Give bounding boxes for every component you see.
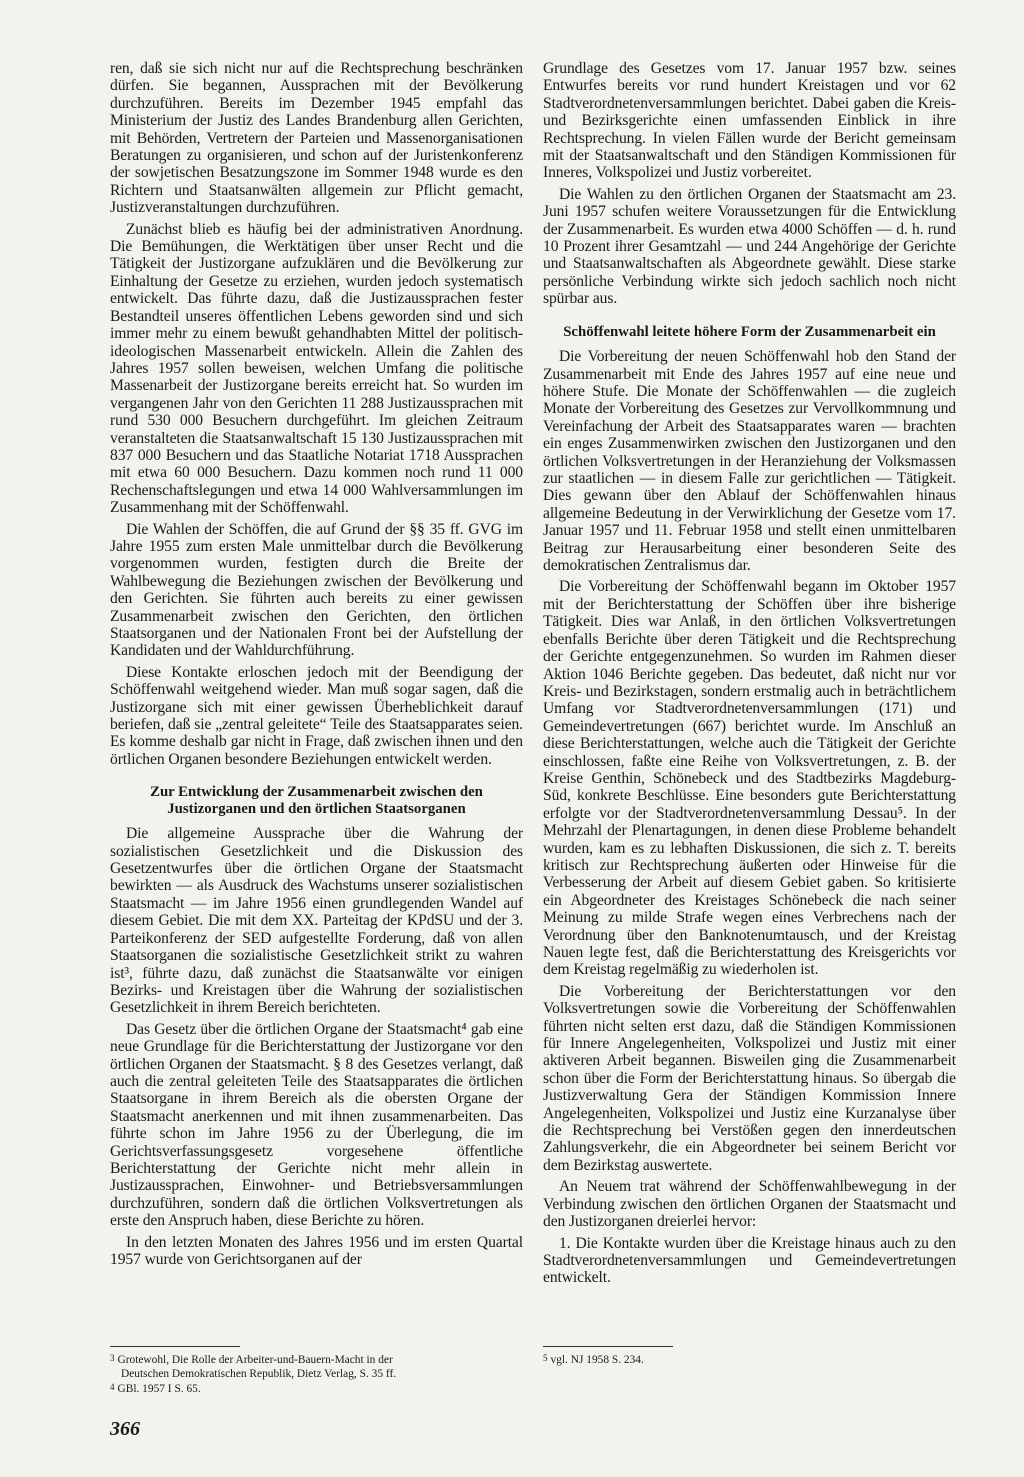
paragraph: Die Wahlen der Schöffen, die auf Grund der §§ 35 ff. GVG im Jahre 1955 zum ersten Male unmittelbar durch die Bevölkerung vorgenommen wurden, festigten durch die Breite der Wahlbewegung die Beziehungen zwischen der Bevölkerung und den Gerichten. Sie führten auch bereits zu einer gewissen Zusammenarbeit zwischen den Gerichten, den örtlichen Staatsorganen und der Nationalen Front bei der Aufstellung der Kandidaten und der Wahldurchführung.: [110, 520, 523, 660]
right-column: [543, 60, 956, 1287]
footnote-number: 4: [110, 1382, 115, 1392]
paragraph: ren, daß sie sich nicht nur auf die Rechtsprechung beschränken dürfen. Sie begannen, Aussprachen mit der Bevölkerung durchzuführen. Bereits im Dezember 1945 empfahl das Ministerium der Justiz des Landes Brandenburg allen Gerichten, mit Behörden, Vertretern der Parteien und Massenorganisationen Beratungen zu organisieren, und schon auf der Juristenkonferenz der sowjetischen Besatzungszone im Sommer 1948 wurde es den Richtern und Staatsanwälten allgemein zur Pflicht gemacht, Justizveranstaltungen durchzuführen.: [110, 60, 523, 217]
section-heading: Zur Entwicklung der Zusammenarbeit zwischen den Justizorganen und den örtlichen Staatsorganen: [150, 784, 483, 817]
paragraph: Die Vorbereitung der Schöffenwahl begann im Oktober 1957 mit der Berichterstattung der Schöffen über ihre bisherige Tätigkeit. Dies war Anlaß, in den örtlichen Volksvertretungen ebenfalls Berichte über deren Tätigkeit und die Rechtsprechung der Gerichte entgegenzunehmen. So wurden im Rahmen dieser Aktion 1046 Berichte gegeben. Das bedeutet, daß nicht nur vor Kreis- und Bezirkstagen, sondern erstmalig auch in beträchtlichem Umfang vor Stadtverordnetenversammlungen (171) und Gemeindevertretungen (667) berichtet wurde. Im Anschluß an diese Berichterstattungen, welche auch die Tätigkeit der Gerichte einschlossen, faßte eine Reihe von Volksvertretungen, z. B. der Kreise Genthin, Schönebeck und des Stadtbezirks Magdeburg-Süd, konkrete Beschlüsse. Eine besonders gute Berichterstattung erfolgte vor der Stadtverordnetenversammlung Dessau⁵. In der Mehrzahl der Plenartagungen, in denen diese Probleme behandelt wurden, kam es zu lebhaften Diskussionen, die sich z. T. bereits kritisch zur Rechtsprechung äußerten oder Hinweise für die Verbesserung der Arbeit auf diesem Gebiet gaben. So kritisierte ein Abgeordneter des Kreistages Schönebeck die nach seiner Meinung zu milde Strafe wegen eines Verbrechens nach der Verordnung über den Banknotenumtausch, und der Kreistag Nauen legte fest, daß die Berichterstattung des Kreisgerichts vor dem Kreistag regelmäßig zu wiederholen ist.: [543, 578, 956, 979]
paragraph: 1. Die Kontakte wurden über die Kreistage hinaus auch zu den Stadtverordnetenversammlungen und Gemeindevertretungen entwickelt.: [543, 1234, 956, 1287]
page-number: 366: [110, 1418, 140, 1440]
paragraph: In den letzten Monaten des Jahres 1956 und im ersten Quartal 1957 wurde von Gerichtsorganen auf der: [110, 1233, 523, 1268]
footnotes-left: [110, 1346, 523, 1397]
footnote-number: 3: [110, 1353, 115, 1363]
section-heading: Schöffenwahl leitete höhere Form der Zusammenarbeit ein: [563, 323, 936, 340]
paragraph: Die Vorbereitung der neuen Schöffenwahl hob den Stand der Zusammenarbeit mit Ende des Jahres 1957 auf eine neue und höhere Stufe. Die Monate der Schöffenwahlen — die zugleich Monate der Vorbereitung des Gesetzes zur Vervollkommnung und Vereinfachung der Arbeit des Staatsapparates waren — brachten ein enges Zusammenwirken zwischen den Justizorganen und den örtlichen Volksvertretungen in der Heranziehung der Volksmassen zur staatlichen — in diesem Falle zur gerichtlichen — Tätigkeit. Dies gewann über den Ablauf der Schöffenwahlen hinaus allgemeine Bedeutung in der Verwirklichung der Gesetze vom 17. Januar 1957 und 11. Februar 1958 und stellt einen unmittelbaren Beitrag zur Herausarbeitung einer besonderen Seite des demokratischen Zentralismus dar.: [543, 348, 956, 575]
paragraph: Die allgemeine Aussprache über die Wahrung der sozialistischen Gesetzlichkeit und die Diskussion des Gesetzentwurfes über die örtlichen Organe der Staatsmacht bewirkten — als Ausdruck des Wachstums unserer sozialistischen Staatsmacht — im Jahre 1956 einen grundlegenden Wandel auf diesem Gebiet. Die mit dem XX. Parteitag der KPdSU und der 3. Parteikonferenz der SED aufgestellte Forderung, daß von allen Staatsorganen die sozialistische Gesetzlichkeit strikt zu wahren ist³, führte dazu, daß zunächst die Staatsanwälte vor einigen Bezirks- und Kreistagen über die Wahrung der sozialistischen Gesetzlichkeit in ihrem Bereich berichteten.: [110, 825, 523, 1017]
footnote-rule: [543, 1346, 673, 1347]
paragraph: Grundlage des Gesetzes vom 17. Januar 1957 bzw. seines Entwurfes bereits vor rund hundert Kreistagen und vor 62 Stadtverordnetenversammlungen berichtet. Dabei gaben die Kreis- und Bezirksgerichte einen umfassenden Einblick in ihre Rechtsprechung. In vielen Fällen wurde der Bericht gemeinsam mit der Staatsanwaltschaft und den Ständigen Kommissionen für Inneres, Volkspolizei und Justiz vorbereitet.: [543, 60, 956, 182]
footnote: [543, 1352, 956, 1368]
footnotes-right: [543, 1346, 956, 1368]
paragraph: Zunächst blieb es häufig bei der administrativen Anordnung. Die Bemühungen, die Werktätigen über unser Recht und die Tätigkeit der Justizorgane aufzuklären und die Bevölkerung zur Einhaltung der Gesetze zu erziehen, wurden jedoch systematisch entwickelt. Das führte dazu, daß die Justizaussprachen fester Bestandteil unseres öffentlichen Lebens geworden sind und sich immer mehr zu einem bewußt gehandhabten Mittel der politisch-ideologischen Massenarbeit entwickeln. Allein die Zahlen des Jahres 1957 sollen beweisen, welchen Umfang die politische Massenarbeit der Justizorgane bereits erreicht hat. So wurden im vergangenen Jahr von den Gerichten 11 288 Justizaussprachen mit rund 530 000 Besuchern durchgeführt. Im gleichen Zeitraum veranstalteten die Staatsanwaltschaft 15 130 Justizaussprachen mit 837 000 Besuchern und das Staatliche Notariat 1718 Aussprachen mit etwa 60 000 Besuchern. Dazu kommen noch rund 11 000 Rechenschaftslegungen und etwa 14 000 Wahlversammlungen im Zusammenhang mit der Schöffenwahl.: [110, 220, 523, 517]
footnote-rule: [110, 1346, 240, 1347]
left-column: [110, 60, 523, 1268]
footnote: [110, 1381, 523, 1397]
paragraph: Diese Kontakte erloschen jedoch mit der Beendigung der Schöffenwahl weitgehend wieder. Man muß sogar sagen, daß die Justizorgane sich mit einer gewissen Überheblichkeit darauf beriefen, daß sie „zentral geleitete“ Teile des Staatsapparates seien. Es komme deshalb gar nicht in Frage, daß zwischen ihnen und den örtlichen Organen besondere Beziehungen entwickelt werden.: [110, 663, 523, 768]
paragraph: An Neuem trat während der Schöffenwahlbewegung in der Verbindung zwischen den örtlichen Organen der Staatsmacht und den Justizorganen dreierlei hervor:: [543, 1178, 956, 1231]
footnote: [110, 1352, 523, 1368]
paragraph: Die Vorbereitung der Berichterstattungen vor den Volksvertretungen sowie die Vorbereitung der Schöffenwahlen führten nicht selten erst dazu, daß die Ständigen Kommissionen für Innere Angelegenheiten, Volkspolizei und Justiz mit einer aktiveren Arbeit begannen. Bisweilen ging die Zusammenarbeit schon über die Form der Berichterstattung hinaus. So übergab die Justizverwaltung Gera der Ständigen Kommission Innere Angelegenheiten, Volkspolizei und Justiz eine Kurzanalyse über die Rechtsprechung bei Verstößen gegen den innerdeutschen Zahlungsverkehr, die ein Abgeordneter bei seinem Bericht vor dem Bezirkstag auswertete.: [543, 982, 956, 1174]
footnote-text: Grotewohl, Die Rolle der Arbeiter-und-Bauern-Macht in der: [117, 1354, 393, 1366]
footnote-continuation: Deutschen Demokratischen Republik, Dietz Verlag, S. 35 ff.: [121, 1367, 397, 1380]
footnote-text: vgl. NJ 1958 S. 234.: [550, 1354, 644, 1366]
footnote-number: 5: [543, 1353, 548, 1363]
paragraph: Das Gesetz über die örtlichen Organe der Staatsmacht⁴ gab eine neue Grundlage für die Berichterstattung der Justizorgane vor den örtlichen Organen der Staatsmacht. § 8 des Gesetzes verlangt, daß auch die zentral geleiteten Teile des Staatsapparates die örtlichen Staatsorgane in ihrem Bereich als die obersten Organe der Staatsmacht anerkennen und mit ihnen zusammenarbeiten. Das führte schon im Jahre 1956 zu der Überlegung, die im Gerichtsverfassungsgesetz vorgesehene öffentliche Berichterstattung der Gerichte nicht mehr allein in Justizaussprachen, Einwohner- und Betriebsversammlungen durchzuführen, sondern daß die örtlichen Volksvertretungen als erste den Anspruch haben, diese Berichte zu hören.: [110, 1020, 523, 1230]
footnote-text: GBl. 1957 I S. 65.: [117, 1383, 201, 1395]
paragraph: Die Wahlen zu den örtlichen Organen der Staatsmacht am 23. Juni 1957 schufen weitere Voraussetzungen für die Entwicklung der Zusammenarbeit. Es wurden etwa 4000 Schöffen — d. h. rund 10 Prozent ihrer Gesamtzahl — und 244 Angehörige der Gerichte und Staatsanwaltschaften als Abgeordnete gewählt. Diese starke persönliche Verbindung wirkte sich jedoch sachlich noch nicht spürbar aus.: [543, 185, 956, 308]
